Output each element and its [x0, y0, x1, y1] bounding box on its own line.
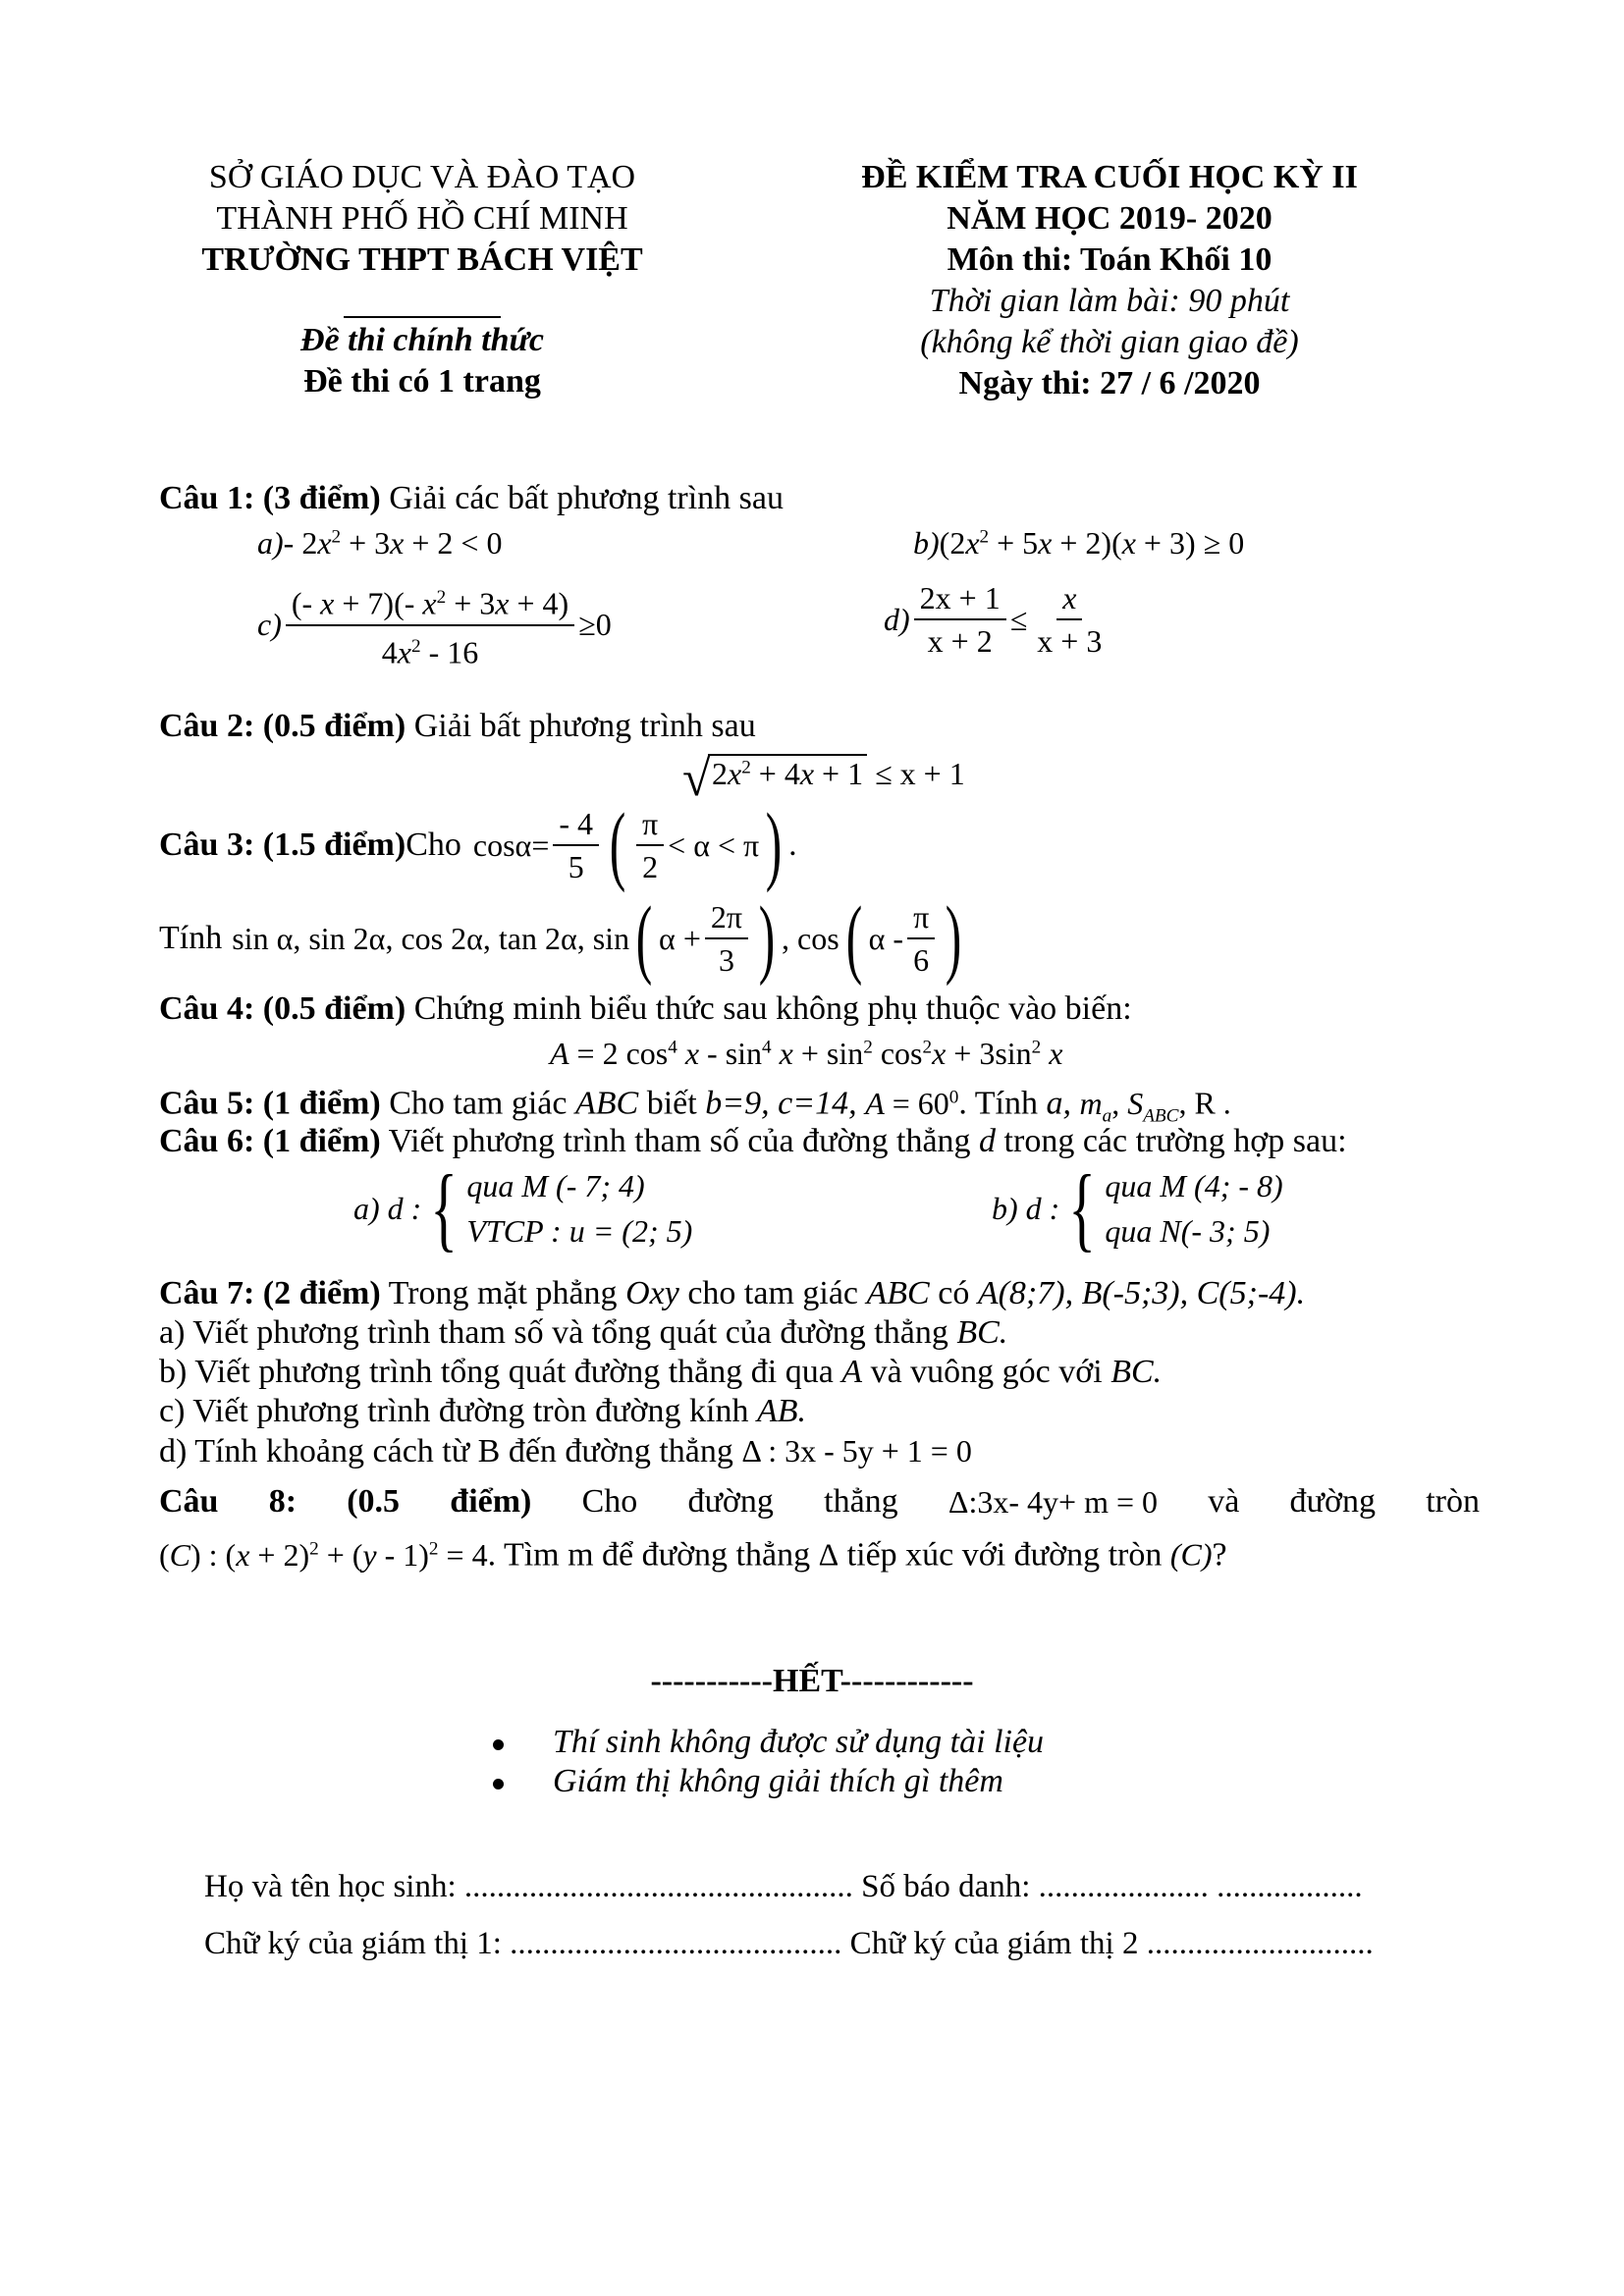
subject: Môn thi: Toán Khối 10	[947, 241, 1272, 278]
header-right	[815, 157, 1404, 404]
question-6-label: Câu 6: (1 điểm)	[159, 1123, 381, 1159]
question-3-label: Câu 3: (1.5 điểm)	[159, 827, 406, 863]
question-1-label: Câu 1: (3 điểm)	[159, 480, 381, 516]
city-name: THÀNH PHỐ HỒ CHÍ MINH	[216, 200, 628, 237]
end-marker: -----------HẾT------------	[650, 1663, 974, 1699]
q1-part-d: d) $\frac{2x + 1}{x + 2}$ ≤ $\frac{x}{x + 3}$	[884, 580, 1103, 659]
q2-inequality: √ $2x^2 + 4x + 1 \le x + 1$	[682, 751, 965, 807]
q7-part-d: d) Tính khoảng cách từ B đến đường thẳng Δ : 3x - 5y + 1 = 0	[159, 1433, 972, 1469]
question-3: Câu 3: (1.5 điểm) Cho cosα= $\frac{- 4}{5}$ ( $\frac{\pi}{2}$ < α < π ) .	[159, 796, 797, 893]
header-left	[128, 157, 717, 281]
bullet-icon	[493, 1779, 504, 1789]
question-3-tasks: Tính sin α, sin 2α, cos 2α, tan 2α, sin ( α + $\frac{2\pi}{3}$ ) , cos ( α - $\frac{\pi}{6}$ )	[159, 889, 962, 987]
question-8-line2: (C) : $(x + 2)^2 + (y - 1)^2 = 4$. Tìm m để đường thẳng Δ tiếp xúc với đường tròn (C)?	[159, 1536, 1227, 1574]
q1-part-a: a)- $2x^2 + 3x + 2 < 0$	[257, 525, 503, 561]
q7-part-c: c) Viết phương trình đường tròn đường kính AB.	[159, 1393, 806, 1429]
q1-c-fraction: $\frac{(- x + 7)(- x^2 + 3x + 4)}{4x^2 - 16}$	[286, 579, 574, 670]
question-5: Câu 5: (1 điểm) Cho tam giác ABC biết b=9, c=14, $A = 60^0$. Tính a, $m_a$, $S_{ABC}$, R .	[159, 1085, 1231, 1127]
q1-part-c: c) $\frac{(- x + 7)(- x^2 + 3x + 4)}{4x^2 - 16}$ ≥0	[257, 579, 612, 670]
question-7-label: Câu 7: (2 điểm)	[159, 1275, 381, 1311]
question-2-text: Giải bất phương trình sau	[406, 708, 756, 744]
note-1: Thí sinh không được sử dụng tài liệu	[553, 1724, 1045, 1760]
page-count: Đề thi có 1 trang	[303, 363, 541, 400]
duration: Thời gian làm bài: 90 phút	[929, 283, 1290, 319]
question-7: Câu 7: (2 điểm) Trong mặt phẳng Oxy cho tam giác ABC có A(8;7), B(-5;3), C(5;-4).	[159, 1275, 1306, 1311]
question-2	[159, 707, 756, 746]
question-6: Câu 6: (1 điểm) Viết phương trình tham số của đường thẳng d trong các trường hợp sau:	[159, 1123, 1347, 1159]
bullet-icon	[493, 1739, 504, 1750]
question-2-label: Câu 2: (0.5 điểm)	[159, 708, 406, 744]
q4-expression: A = 2 $\cos^4 x - \sin^4 x + \sin^2 \cos^2x + 3\sin^2$ x	[550, 1036, 1063, 1071]
question-5-label: Câu 5: (1 điểm)	[159, 1085, 381, 1122]
question-4	[159, 989, 1132, 1029]
exam-title: ĐỀ KIỂM TRA CUỐI HỌC KỲ II	[861, 159, 1358, 195]
q7-part-b: b) Viết phương trình tổng quát đường thẳng đi qua A và vuông góc với BC.	[159, 1354, 1163, 1390]
q6-part-a: a) d : { qua M (- 7; 4) VTCP : u = (2; 5)	[353, 1155, 693, 1260]
question-1	[159, 479, 784, 518]
school-year: NĂM HỌC 2019- 2020	[947, 200, 1272, 237]
official-label: Đề thi chính thức	[299, 322, 545, 358]
question-8: Câu 8: (0.5 điểm) Cho đường thẳng Δ:3x- 4y+ m = 0 và đường tròn	[159, 1483, 1480, 1520]
question-4-text: Chứng minh biểu thức sau không phụ thuộc vào biến:	[406, 990, 1132, 1027]
note-2: Giám thị không giải thích gì thêm	[553, 1763, 1003, 1799]
department-name: SỞ GIÁO DỤC VÀ ĐÀO TẠO	[208, 159, 636, 195]
exam-date: Ngày thi: 27 / 6 /2020	[958, 365, 1261, 401]
proctor-signature-line: Chữ ký của giám thị 1: ......................................... Chữ ký của giám thị 2 ............................	[204, 1926, 1374, 1961]
school-name: TRƯỜNG THPT BÁCH VIỆT	[201, 241, 643, 278]
q1-part-b: $b)(2x^2 + 5x + 2)(x + 3) \ge 0$	[913, 525, 1245, 561]
q6-part-b: b) d : { qua M (4; - 8) qua N(- 3; 5)	[992, 1155, 1283, 1260]
student-info-line: Họ và tên học sinh: ................................................ Số báo danh: ..................... ..................	[204, 1869, 1363, 1904]
question-4-label: Câu 4: (0.5 điểm)	[159, 990, 406, 1027]
header-divider	[344, 316, 501, 318]
duration-note: (không kể thời gian giao đề)	[920, 324, 1299, 360]
header-left-status	[128, 320, 717, 402]
question-1-text: Giải các bất phương trình sau	[380, 480, 784, 516]
q7-part-a: a) Viết phương trình tham số và tổng quát của đường thẳng BC.	[159, 1314, 1008, 1351]
